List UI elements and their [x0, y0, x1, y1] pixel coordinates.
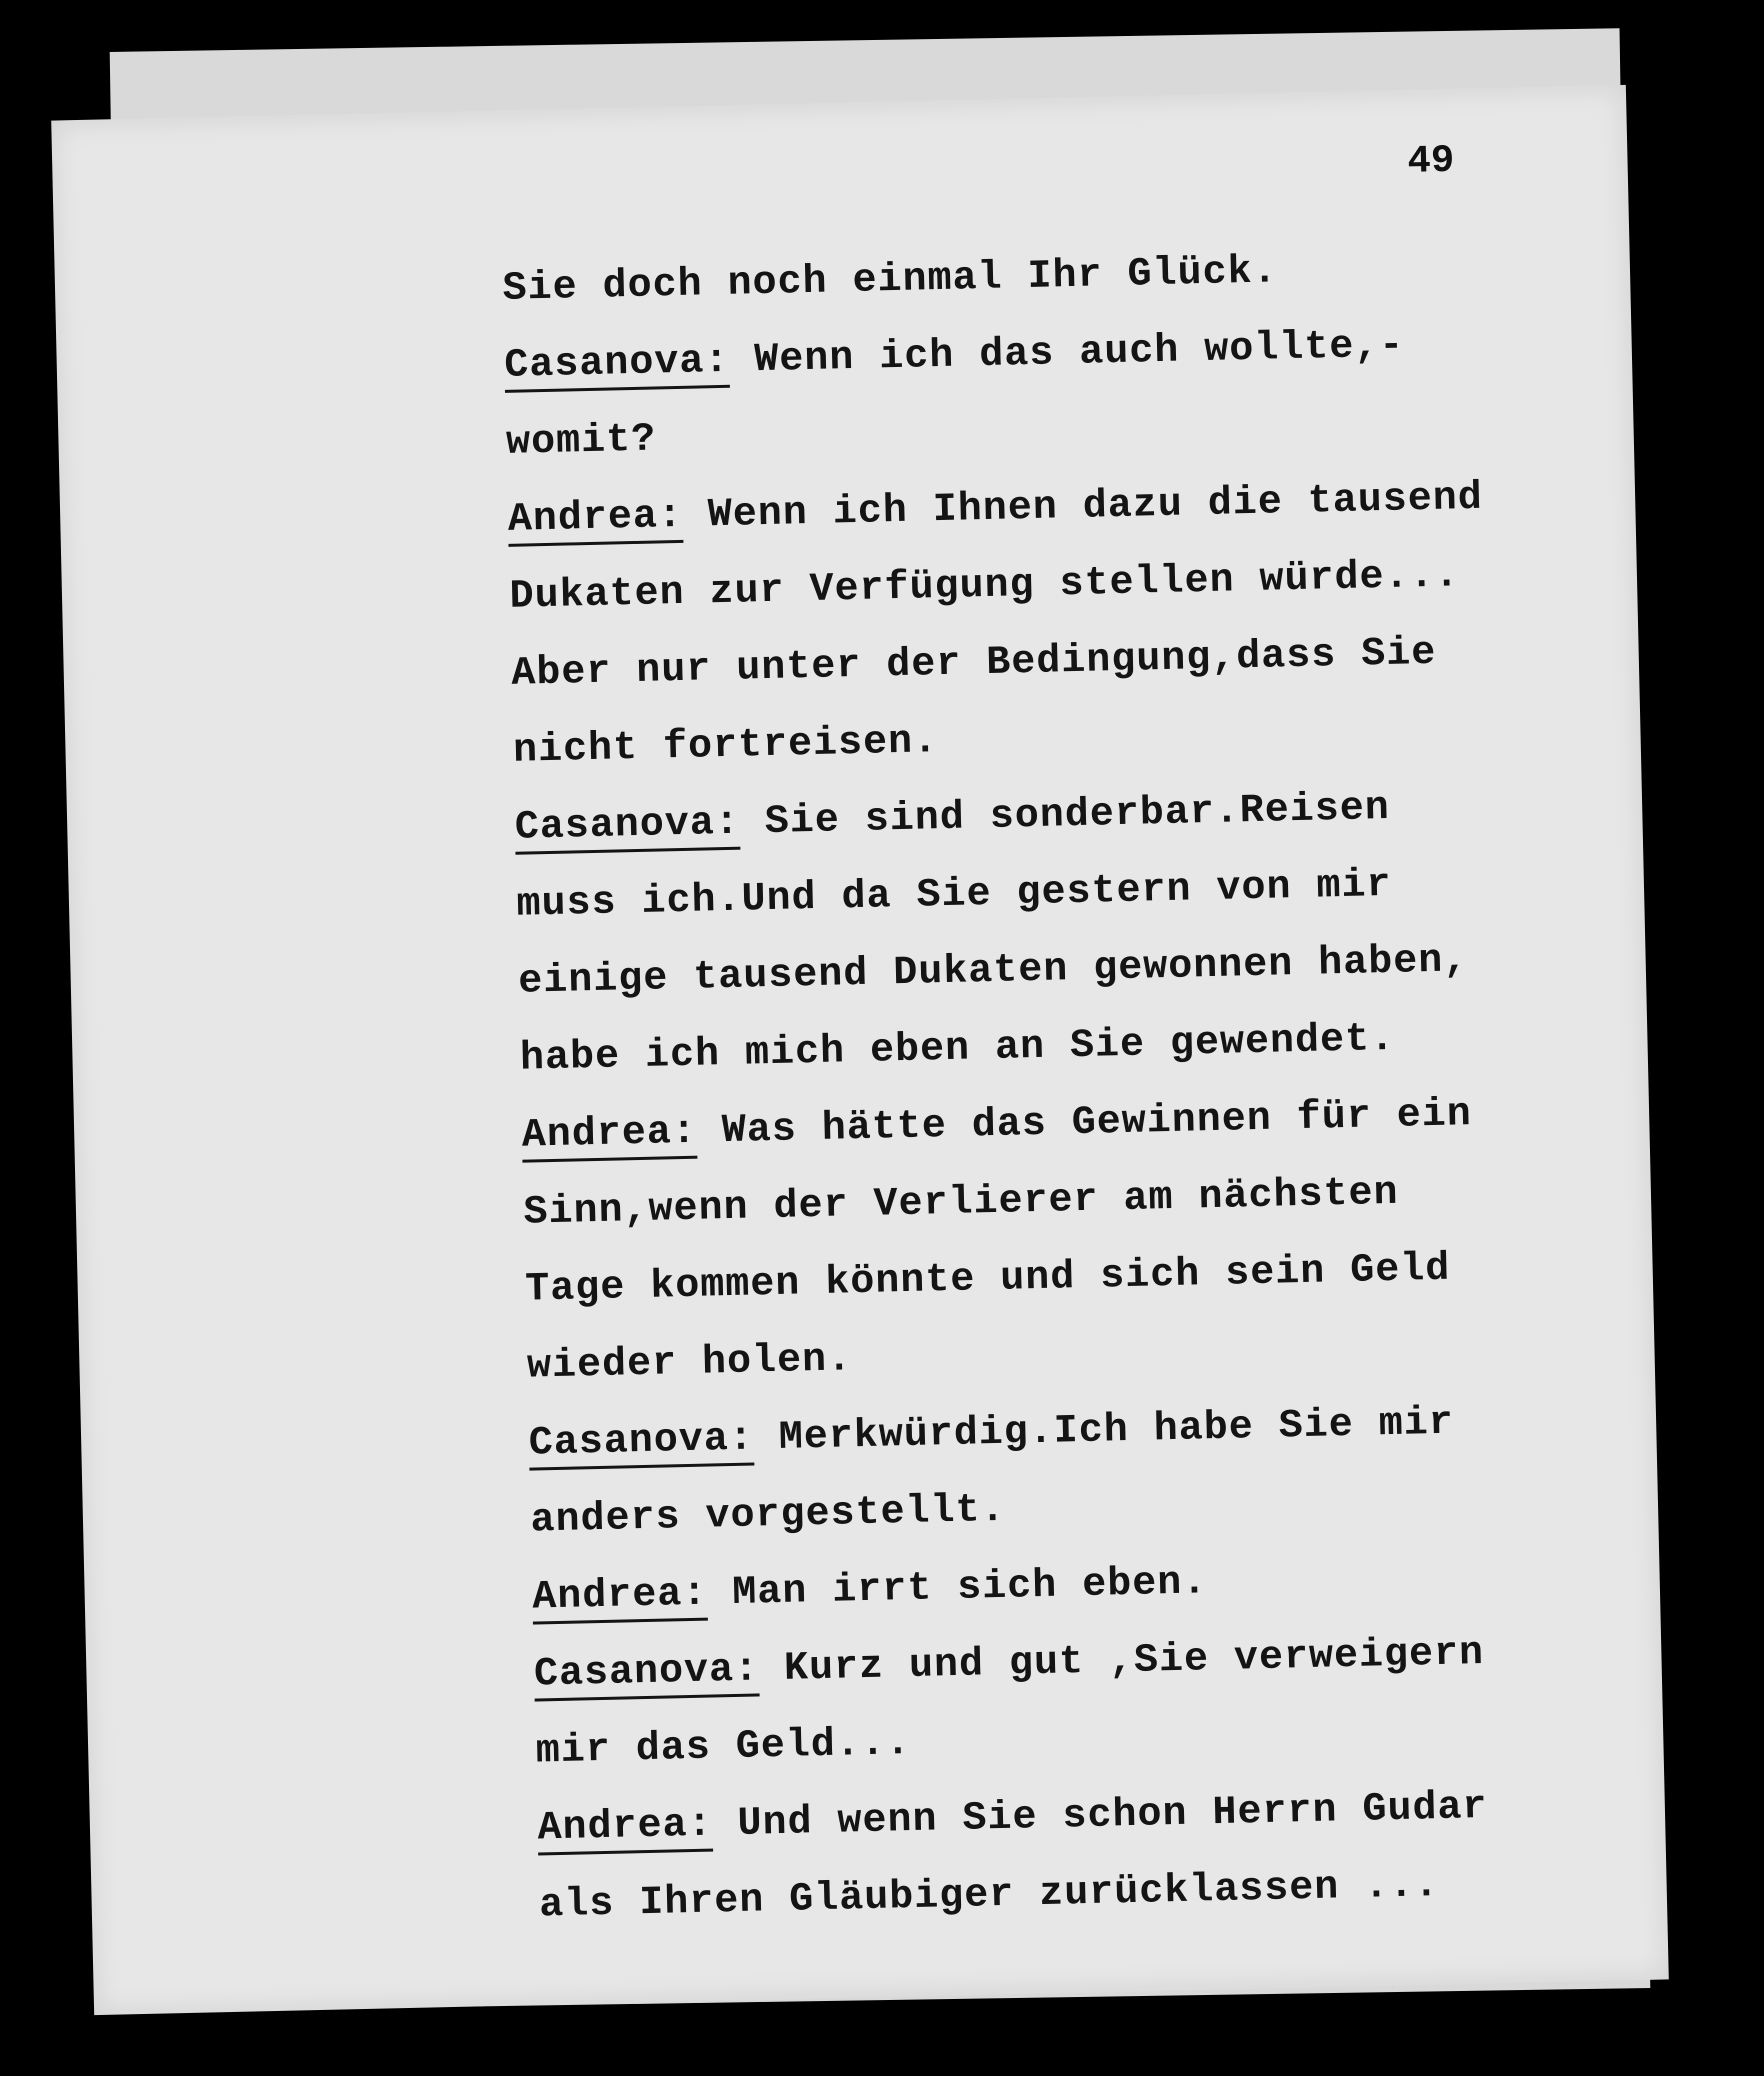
- line-text: Merkwürdig.Ich habe Sie mir: [753, 1400, 1454, 1462]
- speaker-label: Casanova:: [528, 1414, 754, 1470]
- speaker-label: Andrea:: [508, 492, 684, 547]
- line-text: Tage kommen könnte und sich sein Geld: [524, 1246, 1451, 1312]
- line-text: Aber nur unter der Bedingung,dass Sie: [510, 630, 1437, 696]
- line-text: anders vorgestellt.: [530, 1486, 1006, 1544]
- line-text: einige tausend Dukaten gewonnen haben,: [518, 937, 1469, 1004]
- line-text: muss ich.Und da Sie gestern von mir: [516, 862, 1392, 928]
- speaker-label: Casanova:: [534, 1646, 760, 1702]
- typescript-page: [51, 85, 1668, 2015]
- line-text: Sinn,wenn der Verlierer am nächsten: [523, 1170, 1400, 1236]
- speaker-label: Andrea:: [522, 1108, 698, 1162]
- speaker-label: Casanova:: [504, 337, 730, 393]
- line-text: Kurz und gut ,Sie verweigern: [758, 1630, 1485, 1692]
- line-text: Und wenn Sie schon Herrn Gudar: [712, 1784, 1488, 1848]
- line-text: Man irrt sich eben.: [706, 1559, 1208, 1616]
- page-number: 49: [1406, 138, 1455, 184]
- line-text: Dukaten zur Verfügung stellen würde...: [509, 552, 1460, 620]
- speaker-label: Casanova:: [514, 798, 740, 854]
- line-text: Sie doch noch einmal Ihr Glück.: [502, 248, 1278, 312]
- dialogue-lines: [502, 226, 1620, 1944]
- line-text: mir das Geld...: [535, 1720, 912, 1774]
- speaker-label: Andrea:: [532, 1570, 708, 1624]
- line-text: Sie sind sonderbar.Reisen: [739, 784, 1390, 846]
- line-text: wieder holen.: [526, 1336, 853, 1390]
- line-text: Wenn ich das auch wollte,-: [728, 322, 1405, 384]
- line-text: habe ich mich eben an Sie gewendet.: [520, 1016, 1396, 1082]
- line-text: Wenn ich Ihnen dazu die tausend: [682, 474, 1484, 538]
- line-text: Was hätte das Gewinnen für ein: [696, 1091, 1472, 1154]
- line-text: womit?: [506, 416, 657, 466]
- line-text: als Ihren Gläubiger zurücklassen ...: [538, 1862, 1440, 1928]
- line-text: nicht fortreisen.: [512, 718, 939, 774]
- speaker-label: Andrea:: [537, 1800, 713, 1856]
